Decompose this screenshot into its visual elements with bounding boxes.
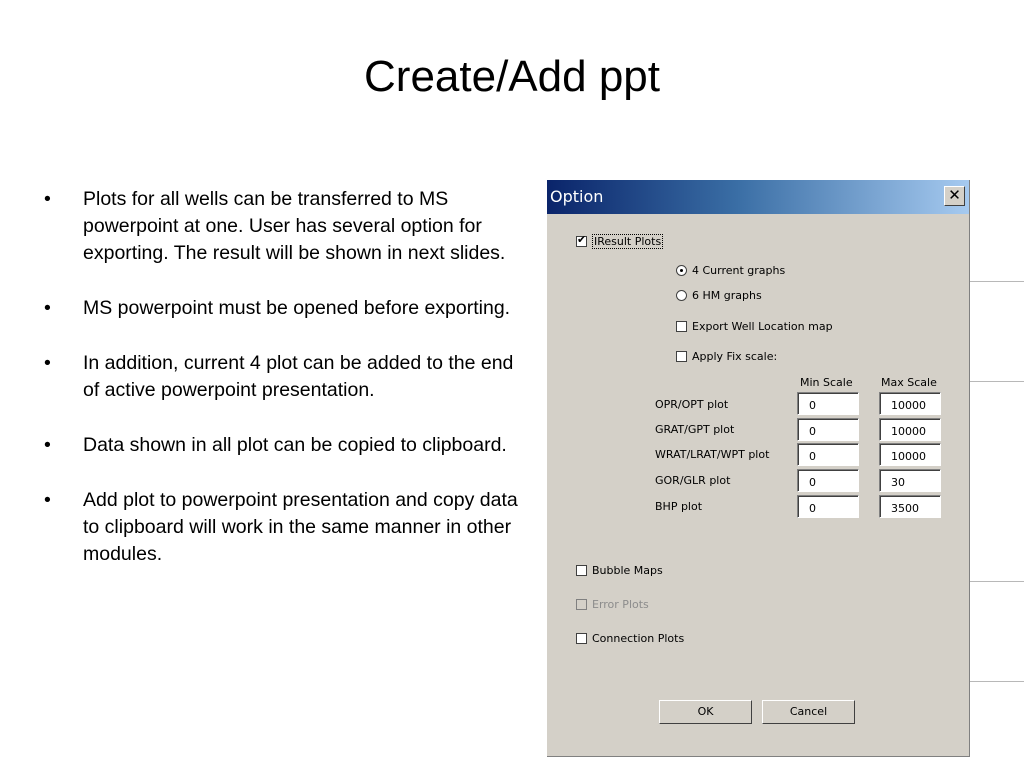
bullet-item — [44, 186, 524, 267]
connection-plots-checkbox[interactable] — [576, 632, 684, 645]
bullet-text: MS powerpoint must be opened before exporting. — [83, 297, 511, 319]
edge-mark — [970, 281, 1024, 282]
export-well-location-label: Export Well Location map — [692, 320, 833, 333]
gor-glr-plot-label: GOR/GLR plot — [655, 474, 731, 487]
close-icon: ✕ — [948, 186, 961, 204]
grat-gpt-plot-label: GRAT/GPT plot — [655, 423, 735, 436]
slide-title: Create/Add ppt — [364, 52, 660, 101]
radio-dot — [680, 269, 683, 272]
bullet-symbol: • — [44, 188, 51, 210]
bullet-text: Add plot to powerpoint presentation and copy data to clipboard will work in the same manner in other modules. — [83, 489, 518, 565]
edge-mark — [970, 581, 1024, 582]
bullet-symbol: • — [44, 434, 51, 456]
radio-circle[interactable] — [676, 265, 687, 276]
error-plots-label: Error Plots — [592, 598, 649, 611]
result-plots-label: IResult Plots — [594, 235, 662, 248]
checkbox-box[interactable] — [576, 633, 587, 644]
checkbox-box — [576, 599, 587, 610]
radio-circle[interactable] — [676, 290, 687, 301]
bubble-maps-checkbox[interactable] — [576, 564, 663, 577]
result-plots-checkbox[interactable] — [576, 234, 663, 249]
bullet-item — [44, 432, 524, 459]
bhp-min-input[interactable]: 0 — [797, 495, 859, 518]
bullet-item — [44, 295, 524, 322]
apply-fix-scale-checkbox[interactable] — [676, 350, 777, 363]
opr-opt-plot-label: OPR/OPT plot — [655, 398, 729, 411]
bhp-plot-label: BHP plot — [655, 500, 703, 513]
bullet-text: Plots for all wells can be transferred to MS powerpoint at one. User has several option for exporting. The result will be shown in next slides. — [83, 188, 506, 264]
edge-mark — [970, 381, 1024, 382]
bhp-max-input[interactable]: 3500 — [879, 495, 941, 518]
gor-glr-max-input[interactable]: 30 — [879, 469, 941, 492]
checkbox-box[interactable] — [676, 321, 687, 332]
dialog-title: Option — [550, 187, 604, 206]
cancel-button[interactable]: Cancel — [762, 700, 855, 724]
bullet-list — [44, 186, 524, 596]
edge-mark — [970, 681, 1024, 682]
checkbox-box[interactable] — [576, 565, 587, 576]
bullet-symbol: • — [44, 297, 51, 319]
grat-gpt-min-input[interactable]: 0 — [797, 418, 859, 441]
connection-plots-label: Connection Plots — [592, 632, 685, 645]
bubble-maps-label: Bubble Maps — [592, 564, 663, 577]
error-plots-checkbox — [576, 598, 649, 611]
bullet-text: Data shown in all plot can be copied to clipboard. — [83, 434, 507, 456]
min-scale-header: Min Scale — [800, 376, 853, 389]
check-icon: ✔ — [577, 233, 587, 246]
bullet-item — [44, 350, 524, 404]
radio-hm-label: 6 HM graphs — [692, 289, 762, 302]
bullet-item — [44, 487, 524, 568]
radio-6-hm-graphs[interactable] — [676, 289, 762, 302]
checkbox-box[interactable] — [676, 351, 687, 362]
grat-gpt-max-input[interactable]: 10000 — [879, 418, 941, 441]
radio-current-label: 4 Current graphs — [692, 264, 786, 277]
ok-button[interactable]: OK — [659, 700, 752, 724]
apply-fix-scale-label: Apply Fix scale: — [692, 350, 778, 363]
bullet-symbol: • — [44, 352, 51, 374]
wrat-lrat-wpt-plot-label: WRAT/LRAT/WPT plot — [655, 448, 770, 461]
wrat-lrat-wpt-min-input[interactable]: 0 — [797, 443, 859, 466]
export-well-location-checkbox[interactable] — [676, 320, 833, 333]
opr-opt-min-input[interactable]: 0 — [797, 392, 859, 415]
radio-4-current-graphs[interactable] — [676, 264, 785, 277]
close-button[interactable] — [944, 186, 965, 206]
checkbox-box[interactable] — [576, 233, 587, 247]
wrat-lrat-wpt-max-input[interactable]: 10000 — [879, 443, 941, 466]
gor-glr-min-input[interactable]: 0 — [797, 469, 859, 492]
option-dialog — [547, 180, 970, 757]
bullet-symbol: • — [44, 489, 51, 511]
dialog-titlebar[interactable] — [547, 180, 969, 214]
max-scale-header: Max Scale — [881, 376, 937, 389]
bullet-text: In addition, current 4 plot can be added to the end of active powerpoint presentation. — [83, 352, 514, 401]
opr-opt-max-input[interactable]: 10000 — [879, 392, 941, 415]
